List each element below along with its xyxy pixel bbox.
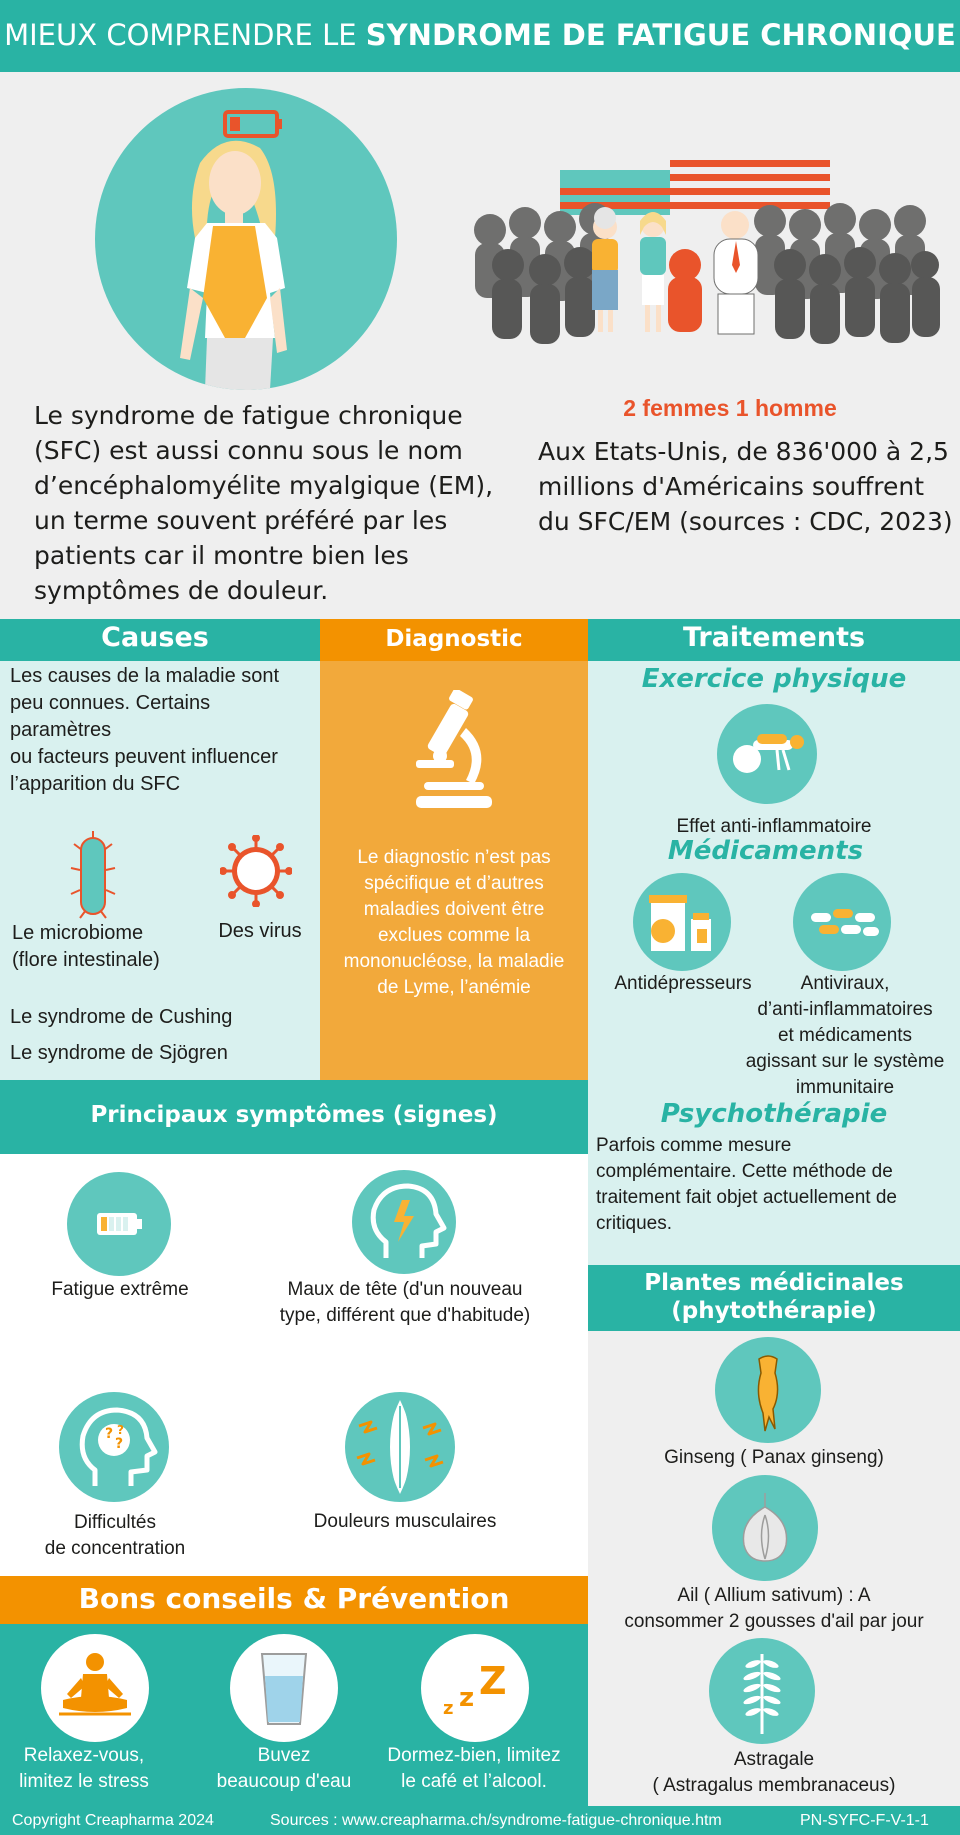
- diagnostic-text-line: mononucléose, la maladie: [343, 951, 565, 972]
- cushing-label: Le syndrome de Cushing: [10, 1006, 233, 1028]
- svg-text:?: ?: [115, 1436, 124, 1452]
- ginseng-label: Ginseng ( Panax ginseng): [664, 1447, 884, 1468]
- relax-label: [0, 1743, 168, 1794]
- psychotherapy-title: Psychothérapie: [660, 1099, 888, 1129]
- causes-header: Causes: [101, 622, 209, 653]
- diagnostic-text-line: exclues comme la: [377, 925, 531, 946]
- intro-text: Le syndrome de fatigue chronique (SFC) est aussi connu sous le nom d’encéphalomyélite myalgique (EM), un terme souvent préféré par les patients car il montre bien les symptômes de douleur.: [34, 401, 494, 605]
- microbiome-label-line: Le microbiome: [12, 922, 144, 944]
- microbiome-label-line: (flore intestinale): [12, 949, 160, 971]
- causes-intro-line: Les causes de la maladie sont: [10, 665, 280, 687]
- psychotherapy-text-line: critiques.: [596, 1213, 673, 1234]
- us-statistics: Aux Etats-Unis, de 836'000 à 2,5 millions d'Américains souffrent du SFC/EM (sources : CDC, 2023): [538, 437, 953, 536]
- headache-icon-circle: [352, 1170, 456, 1274]
- plants-header-line: Plantes médicinales: [644, 1270, 904, 1296]
- antiviral-label: [735, 971, 955, 1101]
- concentration-label-line: Difficultés: [73, 1512, 156, 1533]
- concentration-icon-circle: [59, 1392, 169, 1502]
- conseils-header: Bons conseils & Prévention: [78, 1582, 510, 1615]
- causes-intro: [10, 663, 320, 798]
- diagnostic-text-line: spécifique et d’autres: [364, 873, 544, 894]
- headache-label-line: type, différent que d'habitude): [279, 1304, 531, 1326]
- antiviral-label-line: d’anti-inflammatoires: [757, 999, 933, 1020]
- diagnostic-text-line: maladies doivent être: [363, 899, 545, 920]
- water-label-line: beaucoup d'eau: [216, 1770, 352, 1792]
- gender-ratio: 2 femmes 1 homme: [623, 395, 837, 421]
- causes-intro-line: peu connues. Certains: [10, 692, 211, 714]
- relax-label-line: Relaxez-vous,: [23, 1745, 145, 1766]
- astragalus-icon: [709, 1638, 815, 1744]
- causes-intro-line: ou facteurs peuvent influencer: [10, 746, 278, 768]
- antidepressant-icon: [633, 873, 731, 971]
- virus-icon: [220, 835, 292, 907]
- psychotherapy-text: [596, 1133, 960, 1237]
- medications-title: Médicaments: [667, 836, 864, 866]
- muscle-label: Douleurs musculaires: [313, 1511, 497, 1532]
- traitements-header: Traitements: [682, 622, 866, 653]
- garlic-label-line: Ail ( Allium sativum) : A: [677, 1585, 871, 1606]
- microscope-icon: [414, 690, 494, 812]
- garlic-icon: [712, 1475, 818, 1581]
- meditation-icon: [41, 1634, 149, 1742]
- antiviral-label-line: Antiviraux,: [800, 973, 890, 994]
- fatigue-label: Fatigue extrême: [51, 1279, 189, 1300]
- antiviral-label-line: et médicaments: [777, 1025, 913, 1046]
- sjogren-label: Le syndrome de Sjögren: [10, 1042, 228, 1064]
- antiviral-label-line: immunitaire: [795, 1077, 895, 1098]
- plants-header-line: (phytothérapie): [671, 1298, 877, 1324]
- symptoms-header: Principaux symptômes (signes): [90, 1102, 498, 1128]
- sleep-label-line: Dormez-bien, limitez: [387, 1745, 561, 1766]
- antiviral-pills-icon: [793, 873, 891, 971]
- svg-text:z: z: [459, 1683, 475, 1713]
- exercise-title: Exercice physique: [641, 664, 907, 694]
- antidepressant-label: Antidépresseurs: [614, 973, 752, 994]
- page-title-light: MIEUX COMPRENDRE LE: [4, 18, 366, 52]
- plants-header: [588, 1269, 960, 1325]
- causes-intro-line: l’apparition du SFC: [10, 773, 181, 795]
- antiviral-label-line: agissant sur le système: [745, 1051, 945, 1072]
- psychotherapy-text-line: traitement fait objet actuellement de: [596, 1187, 898, 1208]
- diagnostic-header: Diagnostic: [385, 626, 523, 652]
- headache-label-line: Maux de tête (d'un nouveau: [287, 1279, 523, 1300]
- page-title-bold: SYNDROME DE FATIGUE CHRONIQUE: [365, 18, 956, 52]
- muscle-icon-circle: [345, 1392, 455, 1502]
- crowd-illustration: [470, 155, 945, 350]
- sleep-label: [360, 1743, 588, 1794]
- footer-copyright: Copyright Creapharma 2024: [12, 1812, 214, 1829]
- diagnostic-text-line: Le diagnostic n’est pas: [357, 847, 551, 868]
- astragalus-label-line: Astragale: [733, 1749, 815, 1770]
- garlic-label: [588, 1583, 960, 1634]
- svg-text:Z: Z: [479, 1659, 507, 1703]
- psychotherapy-text-line: Parfois comme mesure: [596, 1135, 792, 1156]
- astragalus-label-line: ( Astragalus membranaceus): [652, 1774, 896, 1796]
- astragalus-label: [588, 1747, 960, 1798]
- page-title: [0, 18, 960, 52]
- svg-text:?: ?: [117, 1423, 124, 1437]
- concentration-label-line: de concentration: [44, 1537, 186, 1559]
- relax-label-line: limitez le stress: [19, 1770, 149, 1792]
- diagnostic-text: [320, 845, 588, 1001]
- virus-label: Des virus: [218, 920, 302, 942]
- causes-intro-line: paramètres: [10, 719, 112, 741]
- bacteria-icon: [68, 830, 118, 920]
- diagnostic-text-line: de Lyme, l’anémie: [377, 977, 531, 998]
- sleep-zzz-icon: [421, 1634, 529, 1742]
- headache-label: [240, 1277, 570, 1328]
- psychotherapy-text-line: complémentaire. Cette méthode de: [596, 1161, 893, 1182]
- footer-sources[interactable]: Sources : www.creapharma.ch/syndrome-fatigue-chronique.htm: [270, 1812, 722, 1829]
- water-label: [194, 1743, 374, 1794]
- microbiome-label: [12, 920, 212, 974]
- sleep-label-line: le café et l’alcool.: [401, 1770, 547, 1792]
- garlic-label-line: consommer 2 gousses d'ail par jour: [624, 1610, 924, 1632]
- tired-woman-illustration: [95, 88, 397, 390]
- exercise-icon: [717, 704, 817, 804]
- water-label-line: Buvez: [257, 1745, 311, 1766]
- battery-icon-circle: [67, 1172, 171, 1276]
- svg-text:?: ?: [105, 1426, 114, 1442]
- water-glass-icon: [230, 1634, 338, 1742]
- ginseng-icon: [715, 1337, 821, 1443]
- exercise-caption: Effet anti-inflammatoire: [676, 816, 872, 837]
- footer-code: PN-SYFC-F-V-1-1: [800, 1812, 929, 1829]
- svg-text:z: z: [443, 1698, 454, 1719]
- concentration-label: [10, 1510, 220, 1561]
